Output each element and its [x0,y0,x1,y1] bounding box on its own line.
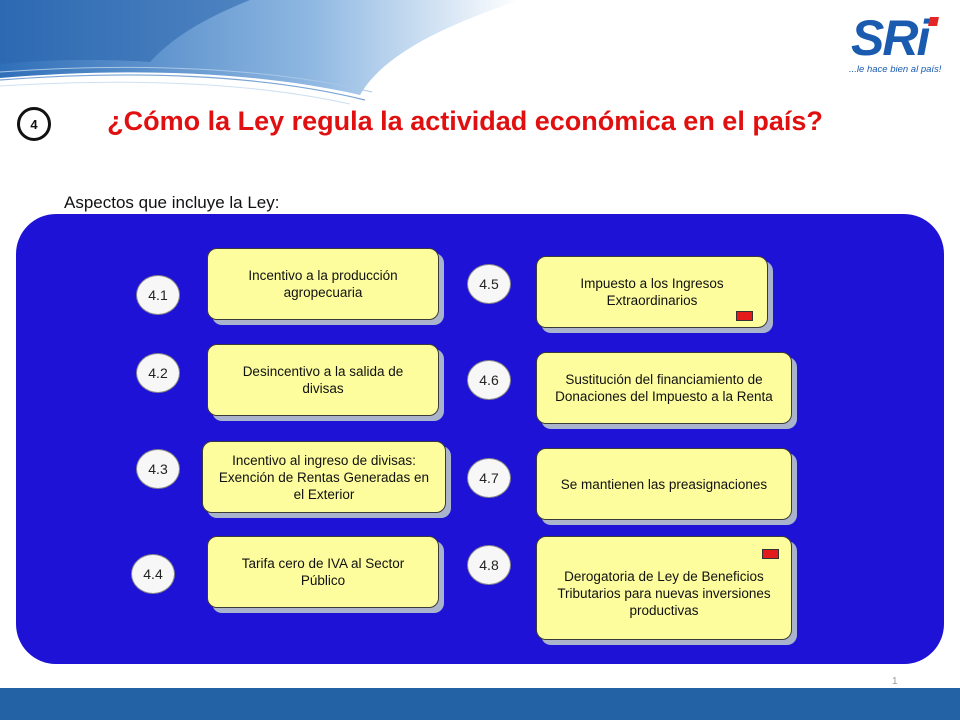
item-number-badge: 4.5 [467,264,511,304]
logo-tagline: ...le hace bien al país! [849,64,942,75]
item-number-badge: 4.2 [136,353,180,393]
item-number-badge: 4.3 [136,449,180,489]
item-box: Incentivo al ingreso de divisas: Exención de Rentas Generadas en el Exterior [202,441,446,513]
footer-bar [0,688,960,720]
item-box: Tarifa cero de IVA al Sector Público [207,536,439,608]
item-number-badge: 4.4 [131,554,175,594]
red-marker-icon [762,549,779,559]
section-number-badge: 4 [17,107,51,141]
page-subtitle: Aspectos que incluye la Ley: [64,193,280,212]
item-box: Desincentivo a la salida de divisas [207,344,439,416]
item-number-badge: 4.8 [467,545,511,585]
item-box: Incentivo a la producción agropecuaria [207,248,439,320]
item-number-badge: 4.7 [467,458,511,498]
item-box: Se mantienen las preasignaciones [536,448,792,520]
sri-logo [845,10,950,80]
item-number-badge: 4.1 [136,275,180,315]
red-marker-icon [736,311,753,321]
page-number: 1 [892,676,898,687]
header-swoosh-decoration [0,0,960,110]
page-title: ¿Cómo la Ley regula la actividad económica en el país? [107,106,823,136]
logo-wordmark: SRi [851,10,929,66]
item-box: Impuesto a los Ingresos Extraordinarios [536,256,768,328]
item-number-badge: 4.6 [467,360,511,400]
item-box: Derogatoria de Ley de Beneficios Tributarios para nuevas inversiones productivas [536,536,792,640]
item-box: Sustitución del financiamiento de Donaciones del Impuesto a la Renta [536,352,792,424]
logo-red-square [928,17,939,26]
